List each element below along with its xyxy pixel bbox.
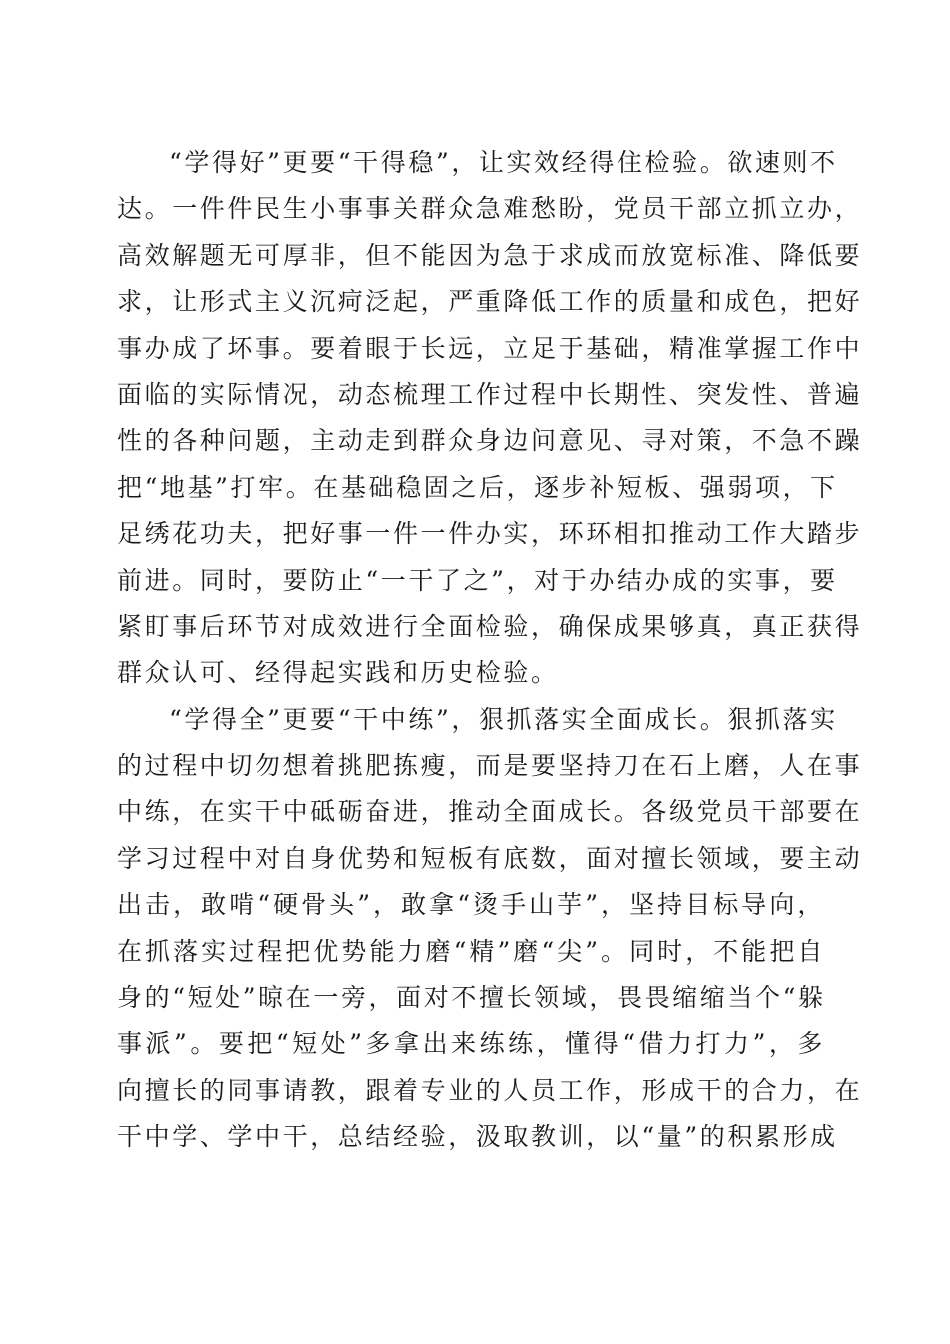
text-line: 面临的实际情况，动态梳理工作过程中长期性、突发性、普遍 (117, 379, 863, 409)
text-line: “学得全”更要“干中练”，狠抓落实全面成长。狠抓落实 (169, 704, 838, 734)
text-line: 前进。同时，要防止“一干了之”，对于办结办成的实事，要 (117, 565, 838, 595)
text-line: 事派”。要把“短处”多拿出来练练，懂得“借力打力”，多 (117, 1029, 825, 1059)
paragraph-1 (117, 140, 863, 697)
text-line: 性的各种问题，主动走到群众身边问意见、寻对策，不急不躁 (117, 426, 863, 456)
text-line: 的过程中切勿想着挑肥拣瘦，而是要坚持刀在石上磨，人在事 (117, 751, 863, 781)
text-line: 高效解题无可厚非，但不能因为急于求成而放宽标准、降低要 (117, 240, 863, 270)
text-line: 足绣花功夫，把好事一件一件办实，环环相扣推动工作大踏步 (117, 519, 863, 549)
text-line: 事办成了坏事。要着眼于长远，立足于基础，精准掌握工作中 (117, 333, 863, 363)
text-line: 群众认可、经得起实践和历史检验。 (117, 658, 559, 688)
text-line: 把“地基”打牢。在基础稳固之后，逐步补短板、强弱项，下 (117, 472, 838, 502)
paragraph-2 (117, 697, 863, 1161)
text-line: 达。一件件民生小事事关群众急难愁盼，党员干部立抓立办， (117, 194, 863, 224)
text-line: 向擅长的同事请教，跟着专业的人员工作，形成干的合力，在 (117, 1075, 863, 1105)
text-line: 紧盯事后环节对成效进行全面检验，确保成果够真，真正获得 (117, 611, 863, 641)
text-line: 身的“短处”晾在一旁，面对不擅长领域，畏畏缩缩当个“躲 (117, 983, 826, 1013)
text-line: 学习过程中对自身优势和短板有底数，面对擅长领域，要主动 (117, 843, 863, 873)
text-line: 求，让形式主义沉疴泛起，严重降低工作的质量和成色，把好 (117, 287, 863, 317)
text-line: 在抓落实过程把优势能力磨“精”磨“尖”。同时，不能把自 (117, 936, 825, 966)
document-body (117, 140, 863, 1161)
text-line: 中练，在实干中砥砺奋进，推动全面成长。各级党员干部要在 (117, 797, 863, 827)
text-line: 出击，敢啃“硬骨头”，敢拿“烫手山芋”，坚持目标导向， (117, 890, 825, 920)
text-line: “学得好”更要“干得稳”，让实效经得住检验。欲速则不 (169, 148, 838, 177)
text-line: 干中学、学中干，总结经验，汲取教训，以“量”的积累形成 (117, 1122, 838, 1152)
